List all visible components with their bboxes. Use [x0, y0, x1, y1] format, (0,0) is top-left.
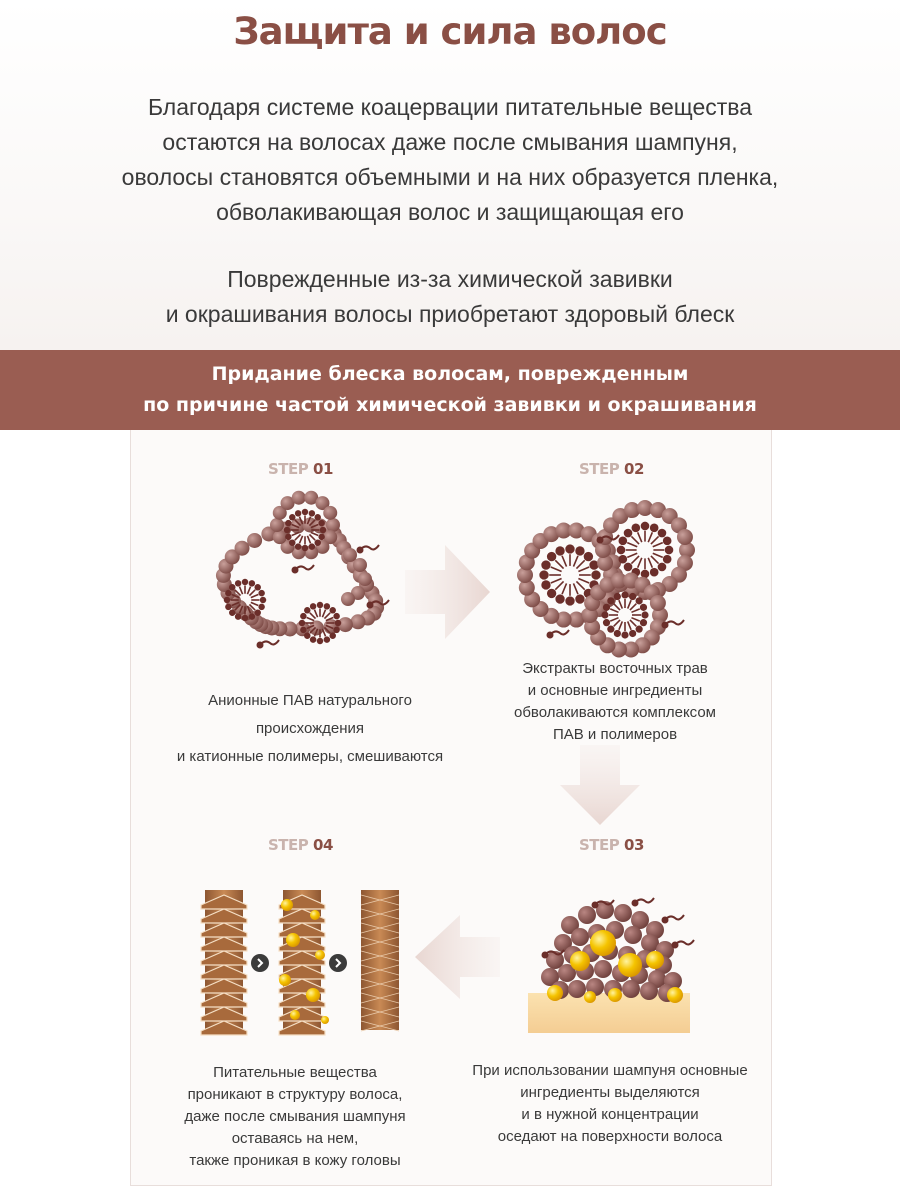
page-title: Защита и сила волос — [233, 10, 667, 53]
caption-line: Экстракты восточных трав — [522, 660, 708, 677]
step-number: 04 — [313, 836, 333, 854]
caption-line: и катионные полимеры, смешиваются — [176, 748, 444, 765]
step-label-01 — [268, 460, 333, 478]
caption-line: Питательные вещества — [213, 1064, 377, 1081]
step-prefix: STEP — [579, 460, 620, 478]
chevron-right-icon — [251, 954, 269, 972]
caption-line: также проникая в кожу головы — [189, 1152, 401, 1169]
step-prefix: STEP — [268, 836, 309, 854]
step-03-caption — [450, 1060, 770, 1148]
intro-line: и окрашивания волосы приобретают здоровый блеск — [165, 301, 735, 327]
intro-paragraph — [0, 90, 900, 230]
step-label-02 — [579, 460, 644, 478]
caption-line: ПАВ и полимеров — [552, 726, 678, 743]
step-number: 02 — [624, 460, 644, 478]
step-prefix: STEP — [268, 460, 309, 478]
step-04-caption — [140, 1062, 450, 1172]
caption-line: происхождения — [255, 720, 365, 737]
step-label-04 — [268, 836, 333, 854]
hair-structure-illustration — [195, 885, 410, 1035]
intro-line: остаются на волосах даже после смывания шампуня, — [162, 129, 738, 155]
banner-line: Придание блеска волосам, поврежденным — [211, 363, 689, 385]
arrow-right-icon — [405, 545, 490, 640]
caption-line: обволакиваются комплексом — [514, 704, 716, 721]
intro-line: Поврежденные из-за химической завивки — [227, 266, 673, 292]
deposit-illustration — [525, 885, 695, 1035]
caption-line: даже после смывания шампуня — [184, 1108, 406, 1125]
step-01-caption — [145, 690, 475, 768]
caption-line: оседают на поверхности волоса — [497, 1128, 723, 1145]
caption-line: проникают в структуру волоса, — [187, 1086, 403, 1103]
banner-line: по причине частой химической завивки и окрашивания — [143, 394, 757, 416]
polymer-mix-illustration — [200, 495, 400, 675]
caption-line: ингредиенты выделяются — [520, 1084, 700, 1101]
step-number: 01 — [313, 460, 333, 478]
caption-line: и в нужной концентрации — [521, 1106, 699, 1123]
step-number: 03 — [624, 836, 644, 854]
arrow-down-icon — [560, 745, 640, 825]
step-prefix: STEP — [579, 836, 620, 854]
intro-line: обволакивающая волос и защищающая его — [216, 199, 684, 225]
step-02-caption — [460, 658, 770, 746]
chevron-right-icon — [329, 954, 347, 972]
arrow-left-icon — [415, 915, 500, 1000]
encapsulation-illustration — [515, 495, 695, 655]
intro-line: оволосы становятся объемными и на них образуется пленка, — [121, 164, 779, 190]
caption-line: При использовании шампуня основные — [472, 1062, 748, 1079]
banner — [0, 350, 900, 430]
intro-paragraph-2 — [0, 262, 900, 332]
caption-line: оставаясь на нем, — [231, 1130, 359, 1147]
intro-line: Благодаря системе коацервации питательные вещества — [147, 94, 753, 120]
caption-line: и основные ингредиенты — [527, 682, 703, 699]
step-label-03 — [579, 836, 644, 854]
caption-line: Анионные ПАВ натурального — [208, 692, 412, 709]
